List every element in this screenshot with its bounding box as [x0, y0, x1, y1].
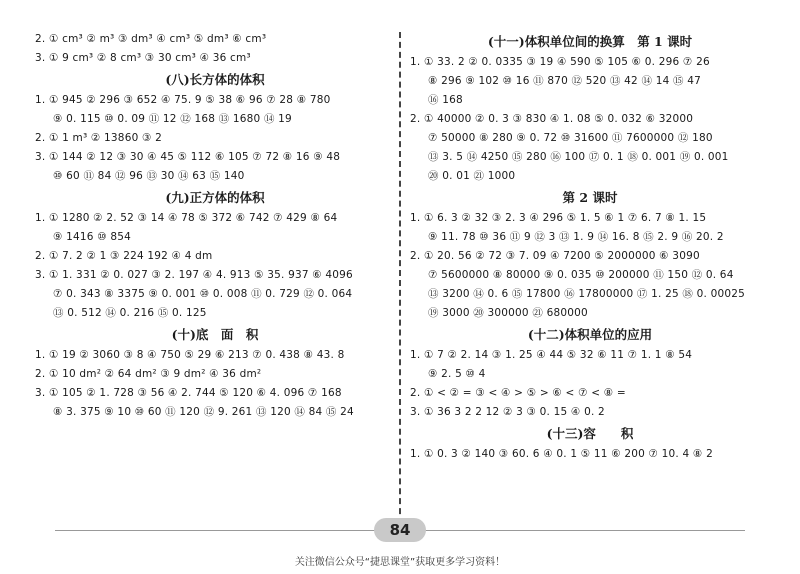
answer-line: 1. ① 33. 2 ② 0. 0335 ③ 19 ④ 590 ⑤ 105 ⑥ 0. 296 ⑦ 26	[410, 56, 710, 68]
right-answer-column	[410, 30, 770, 464]
answer-line: ⑦ 50000 ⑧ 280 ⑨ 0. 72 ⑩ 31600 ⑪ 7600000 ⑫ 180	[428, 132, 713, 144]
left-answer-column	[35, 30, 395, 422]
answer-line: 1. ① 0. 3 ② 140 ③ 60. 6 ④ 0. 1 ⑤ 11 ⑥ 200 ⑦ 10. 4 ⑧ 2	[410, 448, 713, 460]
answer-line: ⑲ 3000 ⑳ 300000 ㉑ 680000	[428, 307, 588, 319]
answer-line: ⑨ 0. 115 ⑩ 0. 09 ⑪ 12 ⑫ 168 ⑬ 1680 ⑭ 19	[53, 113, 292, 125]
answer-line: ⑩ 60 ⑪ 84 ⑫ 96 ⑬ 30 ⑭ 63 ⑮ 140	[53, 170, 245, 182]
answer-line: 3. ① 105 ② 1. 728 ③ 56 ④ 2. 744 ⑤ 120 ⑥ 4. 096 ⑦ 168	[35, 387, 342, 399]
section-heading: (九)正方体的体积	[165, 190, 265, 205]
answer-line: 3. ① 36 3 2 2 12 ② 3 ③ 0. 15 ④ 0. 2	[410, 406, 605, 418]
answer-line: 2. ① 1 m³ ② 13860 ③ 2	[35, 132, 163, 144]
answer-line: ⑦ 0. 343 ⑧ 3375 ⑨ 0. 001 ⑩ 0. 008 ⑪ 0. 729 ⑫ 0. 064	[53, 288, 353, 300]
section-heading: (十三)容 积	[546, 426, 634, 441]
footer-note: 关注微信公众号“捷思课堂”获取更多学习资料！	[294, 557, 506, 568]
answer-line: 2. ① 10 dm² ② 64 dm² ③ 9 dm² ④ 36 dm²	[35, 368, 262, 380]
answer-line: 2. ① 7. 2 ② 1 ③ 224 192 ④ 4 dm	[35, 250, 213, 262]
section-heading: (八)长方体的体积	[165, 72, 265, 87]
answer-line: 2. ① 40000 ② 0. 3 ③ 830 ④ 1. 08 ⑤ 0. 032 ⑥ 32000	[410, 113, 694, 125]
answer-line: ⑬ 0. 512 ⑭ 0. 216 ⑮ 0. 125	[53, 307, 207, 319]
answer-line: 3. ① 1. 331 ② 0. 027 ③ 2. 197 ④ 4. 913 ⑤ 35. 937 ⑥ 4096	[35, 269, 353, 281]
answer-line: 3. ① 144 ② 12 ③ 30 ④ 45 ⑤ 112 ⑥ 105 ⑦ 72 ⑧ 16 ⑨ 48	[35, 151, 341, 163]
answer-line: ⑧ 3. 375 ⑨ 10 ⑩ 60 ⑪ 120 ⑫ 9. 261 ⑬ 120 ⑭ 84 ⑮ 24	[53, 406, 354, 418]
answer-line: 3. ① 9 cm³ ② 8 cm³ ③ 30 cm³ ④ 36 cm³	[35, 52, 251, 64]
answer-line: ⑨ 11. 78 ⑩ 36 ⑪ 9 ⑫ 3 ⑬ 1. 9 ⑭ 16. 8 ⑮ 2. 9 ⑯ 20. 2	[428, 231, 724, 243]
section-heading: (十一)体积单位间的换算 第 1 课时	[487, 34, 693, 49]
answer-line: ⑯ 168	[428, 94, 463, 106]
section-heading: (十)底 面 积	[171, 327, 259, 342]
column-divider	[399, 32, 401, 524]
answer-line: 1. ① 945 ② 296 ③ 652 ④ 75. 9 ⑤ 38 ⑥ 96 ⑦ 28 ⑧ 780	[35, 94, 331, 106]
answer-line: 2. ① 20. 56 ② 72 ③ 7. 09 ④ 7200 ⑤ 2000000 ⑥ 3090	[410, 250, 700, 262]
answer-line: 2. ① cm³ ② m³ ③ dm³ ④ cm³ ⑤ dm³ ⑥ cm³	[35, 33, 267, 45]
answer-line: ⑨ 2. 5 ⑩ 4	[428, 368, 486, 380]
answer-line: ⑬ 3200 ⑭ 0. 6 ⑮ 17800 ⑯ 17800000 ⑰ 1. 25 ⑱ 0. 00025	[428, 288, 745, 300]
answer-line: ⑳ 0. 01 ㉑ 1000	[428, 170, 516, 182]
section-heading: 第 2 课时	[562, 190, 618, 205]
answer-line: ⑬ 3. 5 ⑭ 4250 ⑮ 280 ⑯ 100 ⑰ 0. 1 ⑱ 0. 001 ⑲ 0. 001	[428, 151, 729, 163]
section-heading: (十二)体积单位的应用	[527, 327, 653, 342]
answer-line: 1. ① 7 ② 2. 14 ③ 1. 25 ④ 44 ⑤ 32 ⑥ 11 ⑦ 1. 1 ⑧ 54	[410, 349, 693, 361]
page-number: 84	[374, 518, 426, 542]
answer-line: 1. ① 1280 ② 2. 52 ③ 14 ④ 78 ⑤ 372 ⑥ 742 ⑦ 429 ⑧ 64	[35, 212, 338, 224]
answer-line: ⑧ 296 ⑨ 102 ⑩ 16 ⑪ 870 ⑫ 520 ⑬ 42 ⑭ 14 ⑮ 47	[428, 75, 702, 87]
answer-line: 1. ① 19 ② 3060 ③ 8 ④ 750 ⑤ 29 ⑥ 213 ⑦ 0. 438 ⑧ 43. 8	[35, 349, 345, 361]
answer-line: 1. ① 6. 3 ② 32 ③ 2. 3 ④ 296 ⑤ 1. 5 ⑥ 1 ⑦ 6. 7 ⑧ 1. 15	[410, 212, 707, 224]
answer-line: ⑨ 1416 ⑩ 854	[53, 231, 132, 243]
answer-line: 2. ① < ② = ③ < ④ > ⑤ > ⑥ < ⑦ < ⑧ =	[410, 387, 626, 399]
answer-line: ⑦ 5600000 ⑧ 80000 ⑨ 0. 035 ⑩ 200000 ⑪ 150 ⑫ 0. 64	[428, 269, 734, 281]
